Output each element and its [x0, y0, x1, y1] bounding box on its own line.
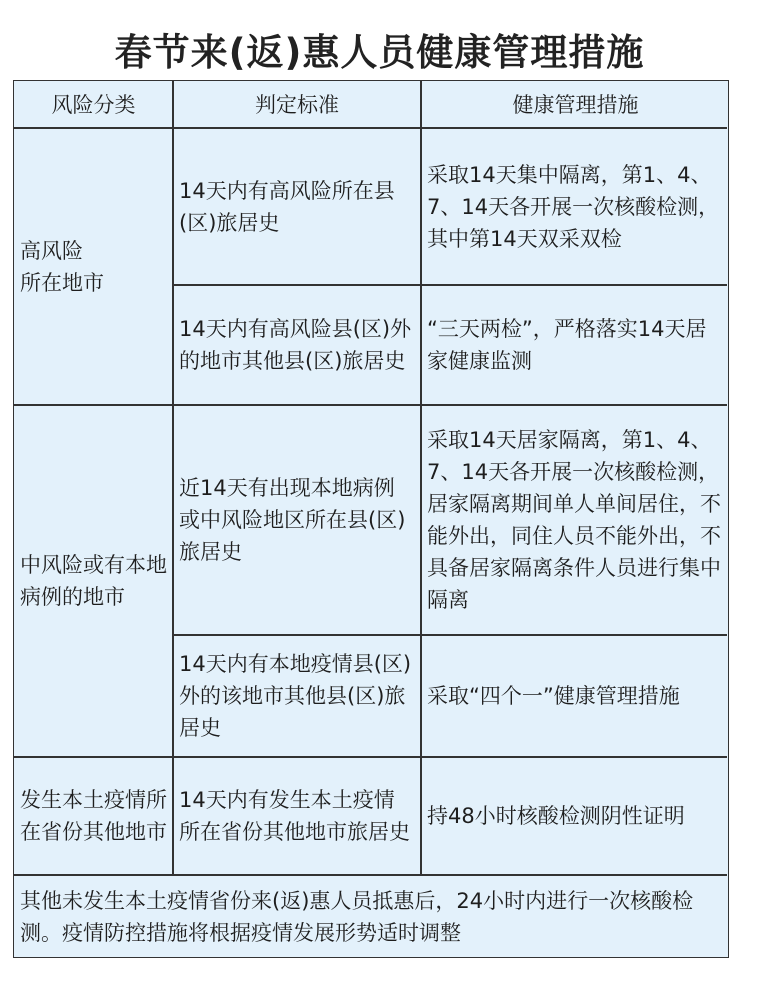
page-title: 春节来(返)惠人员健康管理措施	[114, 31, 645, 74]
measure-3: 采取14天居家隔离，第1、4、7、14天各开展一次核酸检测，居家隔离期间单人单间居住，不能外出，同住人员不能外出，不具备居家隔离条件人员进行集中隔离	[427, 428, 721, 612]
category-local-outbreak: 发生本土疫情所在省份其他地市	[20, 788, 167, 844]
criterion-4: 14天内有本地疫情县(区)外的该地市其他县(区)旅居史	[179, 652, 412, 740]
header-divider	[14, 127, 727, 129]
measure-4: 采取“四个一”健康管理措施	[427, 684, 680, 708]
measure-5: 持48小时核酸检测阴性证明	[427, 804, 685, 828]
header-measure: 健康管理措施	[512, 92, 639, 117]
criterion-3: 近14天有出现本地病例或中风险地区所在县(区)旅居史	[179, 476, 406, 564]
header-category: 风险分类	[51, 92, 136, 117]
category-high-risk: 高风险 所在地市	[20, 238, 104, 295]
header-criterion: 判定标准	[255, 92, 339, 117]
measure-1: 采取14天集中隔离，第1、4、7、14天各开展一次核酸检测，其中第14天双采双检	[427, 162, 720, 251]
criterion-5: 14天内有发生本土疫情所在省份其他地市旅居史	[179, 788, 410, 844]
row-divider-1	[173, 284, 727, 286]
footer-note: 其他未发生本土疫情省份来(返)惠人员抵惠后，24小时内进行一次核酸检测。疫情防控措施将根据疫情发展形势适时调整	[20, 889, 694, 945]
group-divider-2	[14, 756, 727, 758]
group-divider-1	[14, 404, 727, 406]
row-divider-2	[173, 634, 727, 636]
category-medium-risk: 中风险或有本地病例的地市	[20, 553, 167, 609]
criterion-1: 14天内有高风险所在县(区)旅居史	[179, 178, 395, 235]
criterion-2: 14天内有高风险县(区)外的地市其他县(区)旅居史	[179, 317, 412, 373]
measures-table	[13, 80, 729, 958]
measure-2: “三天两检”，严格落实14天居家健康监测	[427, 317, 707, 373]
column-divider-1	[172, 81, 174, 875]
column-divider-2	[420, 81, 422, 875]
footer-divider	[14, 874, 727, 876]
